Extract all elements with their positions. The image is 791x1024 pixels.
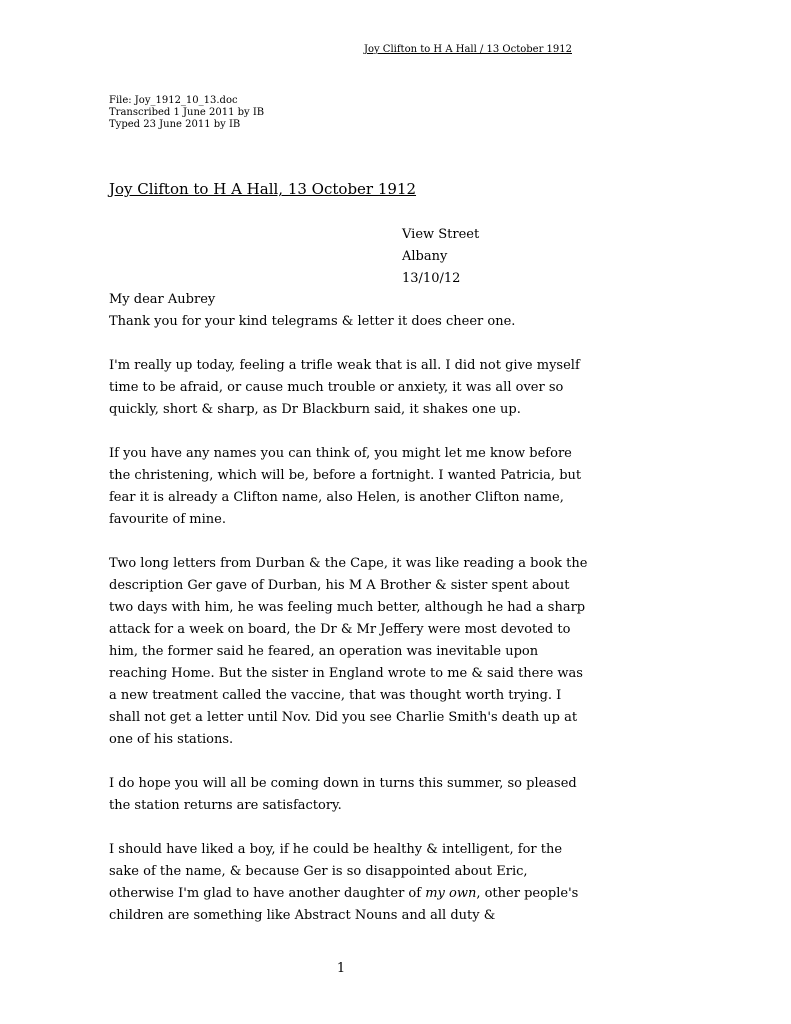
text-line: I should have liked a boy, if he could be healthy & intelligent, for the [109, 842, 563, 857]
text-line: I'm really up today, feeling a trifle weak that is all. I did not give myself [109, 358, 580, 373]
text-line: reaching Home. But the sister in England wrote to me & said there was [109, 666, 583, 681]
text-line: children are something like Abstract Nouns and all duty & [109, 908, 496, 923]
text-line: sake of the name, & because Ger is so disappointed about Eric, [109, 864, 528, 879]
paragraph-2 [109, 355, 579, 421]
address-street: View Street [402, 227, 480, 242]
typed-note: Typed 23 June 2011 by IB [109, 119, 241, 130]
file-name: File: Joy_1912_10_13.doc [109, 95, 238, 106]
text-line: attack for a week on board, the Dr & Mr Jeffery were most devoted to [109, 622, 571, 637]
text-line: otherwise I'm glad to have another daughter of my own, other people's [109, 886, 579, 901]
paragraph-6 [109, 839, 579, 927]
document-title: Joy Clifton to H A Hall, 13 October 1912 [109, 180, 417, 198]
paragraph-5 [109, 773, 579, 817]
running-header: Joy Clifton to H A Hall / 13 October 1912 [363, 44, 572, 55]
text-line: the christening, which will be, before a fortnight. I wanted Patricia, but [109, 468, 582, 483]
paragraph-3 [109, 443, 582, 531]
text-line: quickly, short & sharp, as Dr Blackburn said, it shakes one up. [109, 402, 521, 417]
paragraph-4 [109, 553, 588, 751]
paragraph-1 [109, 311, 579, 333]
text-line: If you have any names you can think of, you might let me know before [109, 446, 572, 461]
text-line: I do hope you will all be coming down in turns this summer, so pleased [109, 776, 577, 791]
text-line: two days with him, he was feeling much better, although he had a sharp [109, 600, 586, 615]
text-line: fear it is already a Clifton name, also Helen, is another Clifton name, [109, 490, 564, 505]
text-line: a new treatment called the vaccine, that was thought worth trying. I [109, 688, 562, 703]
text-line: Two long letters from Durban & the Cape, it was like reading a book the [109, 556, 588, 571]
address-town: Albany [402, 249, 448, 264]
text-line: him, the former said he feared, an operation was inevitable upon [109, 644, 539, 659]
letter-body [109, 289, 588, 927]
text-line: time to be afraid, or cause much trouble or anxiety, it was all over so [109, 380, 564, 395]
sender-address [402, 224, 479, 290]
transcribed-note: Transcribed 1 June 2011 by IB [109, 107, 265, 118]
text-line: one of his stations. [109, 732, 234, 747]
text-line: the station returns are satisfactory. [109, 798, 342, 813]
file-metadata [109, 95, 264, 131]
letter-date: 13/10/12 [402, 271, 461, 286]
text-line: shall not get a letter until Nov. Did you see Charlie Smith's death up at [109, 710, 578, 725]
text-line: description Ger gave of Durban, his M A Brother & sister spent about [109, 578, 570, 593]
text-line: favourite of mine. [109, 512, 226, 527]
text-line: Thank you for your kind telegrams & letter it does cheer one. [109, 314, 516, 329]
salutation: My dear Aubrey [109, 292, 216, 307]
emphasis-text: my own [425, 886, 477, 901]
page-number: 1 [336, 961, 346, 976]
